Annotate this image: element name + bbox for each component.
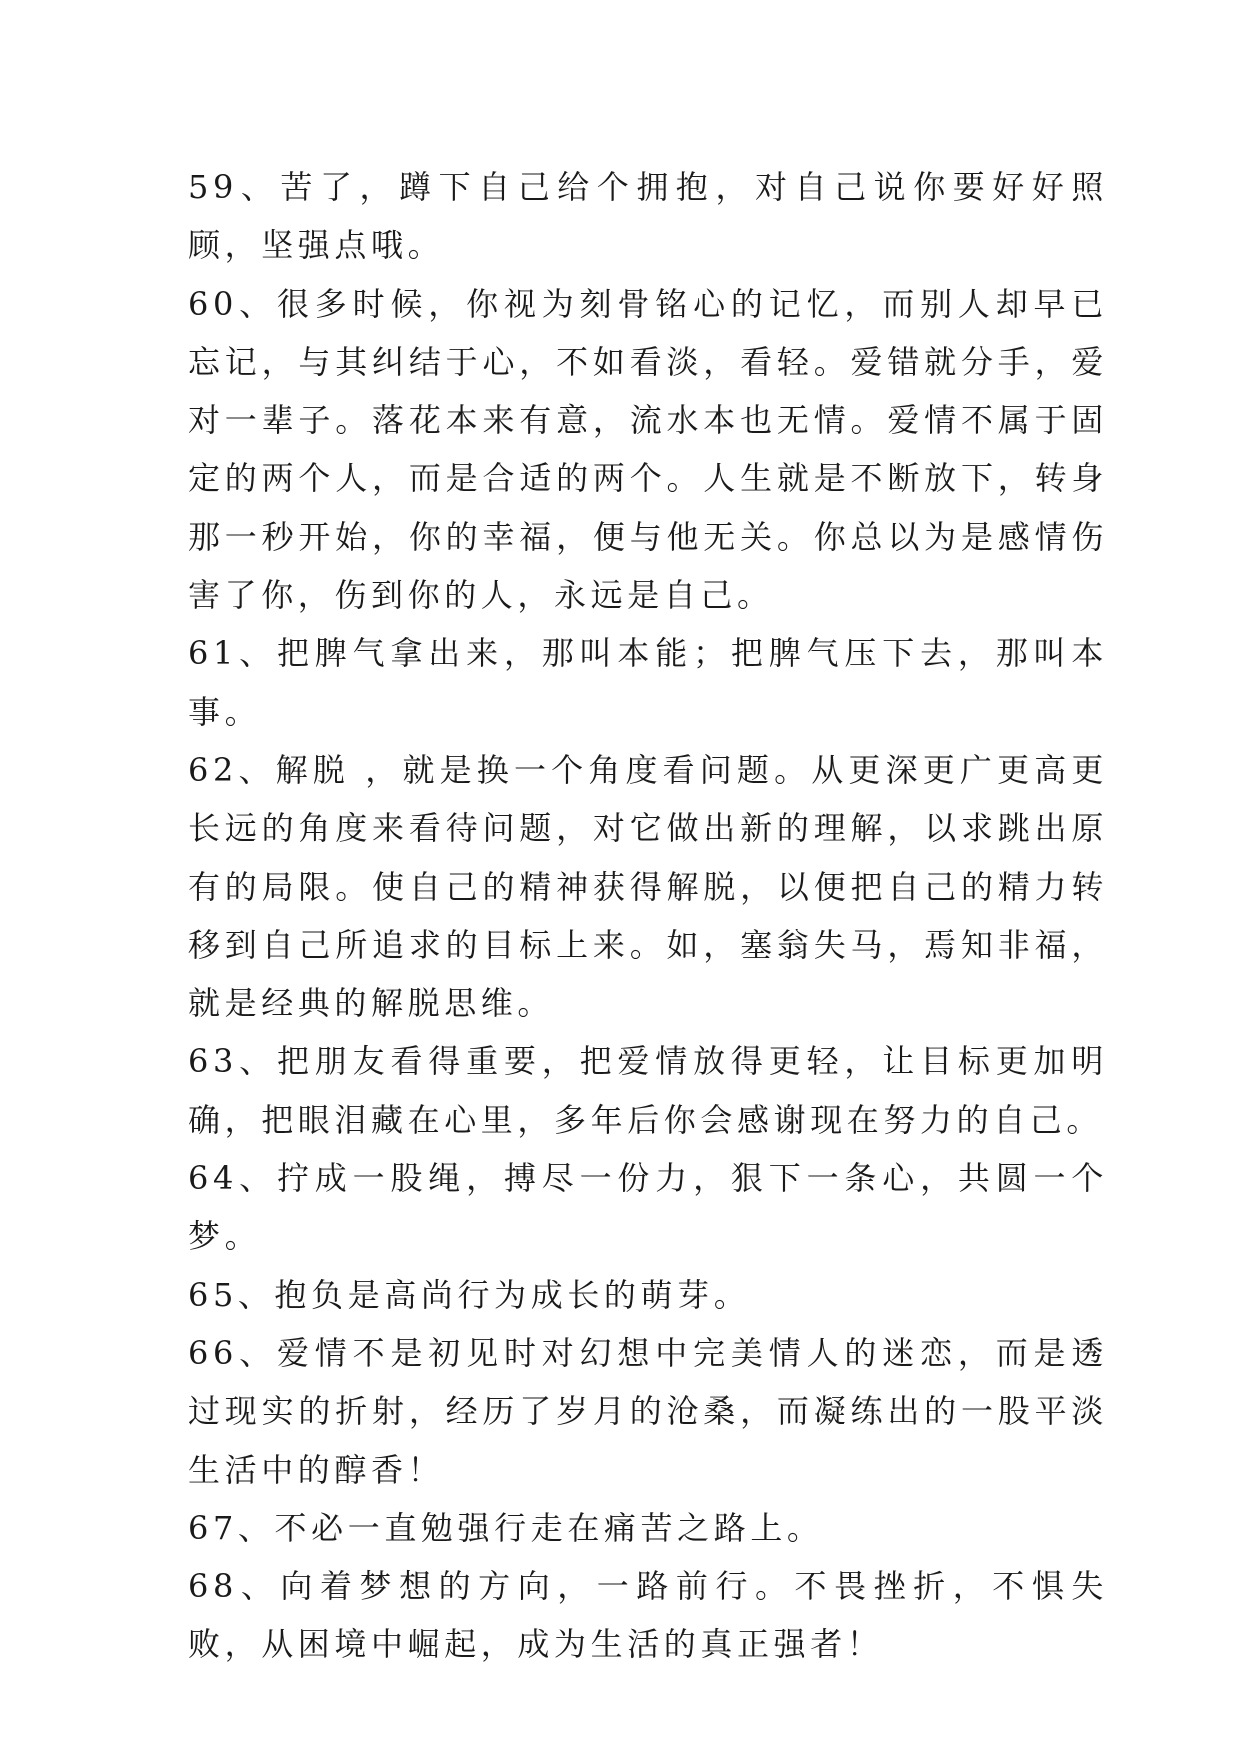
entry-65: 65、抱负是高尚行为成长的萌芽。	[188, 1275, 751, 1314]
entry-64: 64、拧成一股绳，搏尽一份力，狠下一条心，共圆一个梦。	[188, 1159, 1108, 1256]
entry-66: 66、爱情不是初见时对幻想中完美情人的迷恋，而是透过现实的折射，经历了岁月的沧桑，而凝练出的一股平淡生活中的醇香！	[188, 1333, 1108, 1489]
entry-67: 67、不必一直勉强行走在痛苦之路上。	[188, 1508, 824, 1547]
document-body	[188, 158, 1108, 1674]
entry-60: 60、很多时候，你视为刻骨铭心的记忆，而别人却早已忘记，与其纠结于心，不如看淡，看轻。爱错就分手，爱对一辈子。落花本来有意，流水本也无情。爱情不属于固定的两个人，而是合适的两个。人生就是不断放下，转身那一秒开始，你的幸福，便与他无关。你总以为是感情伤害了你，伤到你的人，永远是自己。	[188, 284, 1108, 615]
entry-62: 62、解脱 ，就是换一个角度看问题。从更深更广更高更长远的角度来看待问题，对它做出新的理解，以求跳出原有的局限。使自己的精神获得解脱，以便把自己的精力转移到自己所追求的目标上来。如，塞翁失马，焉知非福，就是经典的解脱思维。	[188, 750, 1108, 1023]
entry-63: 63、把朋友看得重要，把爱情放得更轻，让目标更加明确，把眼泪藏在心里，多年后你会感谢现在努力的自己。	[188, 1042, 1108, 1139]
entry-59: 59、苦了，蹲下自己给个拥抱，对自己说你要好好照顾，坚强点哦。	[188, 168, 1108, 265]
entry-68: 68、向着梦想的方向，一路前行。不畏挫折，不惧失败，从困境中崛起，成为生活的真正强者！	[188, 1567, 1108, 1664]
entry-61: 61、把脾气拿出来，那叫本能；把脾气压下去，那叫本事。	[188, 634, 1108, 731]
